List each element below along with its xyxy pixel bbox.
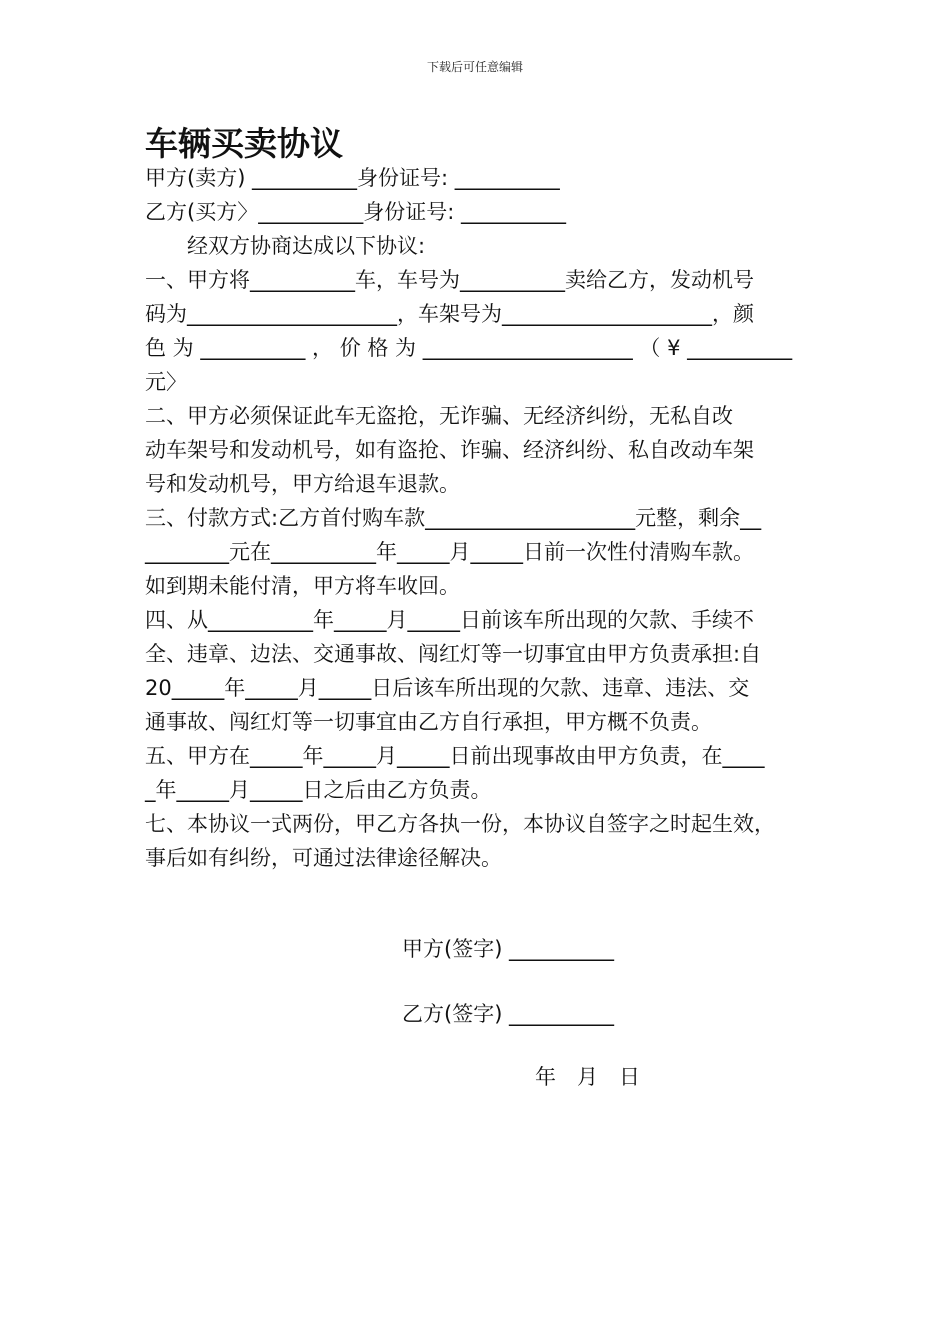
- clause-3-line-2: ________元在__________年_____月_____日前一次性付清购车款。: [145, 540, 754, 564]
- clause-3-line-3: 如到期未能付清，甲方将车收回。: [145, 574, 460, 598]
- clause-2-line-3: 号和发动机号，甲方给退车退款。: [145, 472, 460, 496]
- clause-1-line-1: 一、甲方将__________车，车号为__________卖给乙方，发动机号: [145, 268, 754, 292]
- signature-date: 年 月 日: [535, 1065, 640, 1089]
- header-note: 下载后可任意编辑: [426, 60, 523, 74]
- clause-4-line-1: 四、从__________年_____月_____日前该车所出现的欠款、手续不: [145, 608, 754, 632]
- clause-4-line-2: 全、违章、边法、交通事故、闯红灯等一切事宜由甲方负责承担:自: [145, 642, 762, 666]
- party-a-line: 甲方(卖方) __________身份证号: __________: [145, 166, 560, 190]
- party-a-signature: 甲方(签字) __________: [402, 937, 615, 961]
- party-b-line: 乙方(买方〉__________身份证号: __________: [145, 200, 566, 224]
- clause-2-line-1: 二、甲方必须保证此车无盗抢，无诈骗、无经济纠纷，无私自改: [145, 404, 733, 428]
- clause-3-line-1: 三、付款方式:乙方首付购车款____________________元整，剩余__: [145, 506, 762, 530]
- clause-1-line-2: 码为____________________，车架号为____________________，颜: [145, 302, 754, 326]
- clause-4-line-4: 通事故、闯红灯等一切事宜由乙方自行承担，甲方概不负责。: [145, 710, 712, 734]
- clause-5-line-2: _年_____月_____日之后由乙方负责。: [145, 778, 492, 802]
- clause-4-line-3: 20_____年_____月_____日后该车所出现的欠款、违章、违法、交: [145, 676, 750, 700]
- clause-2-line-2: 动车架号和发动机号，如有盗抢、诈骗、经济纠纷、私自改动车架: [145, 438, 754, 462]
- party-b-signature: 乙方(签字) __________: [402, 1002, 615, 1026]
- clause-7-line-2: 事后如有纠纷，可通过法律途径解决。: [145, 846, 502, 870]
- intro-line: 经双方协商达成以下协议:: [145, 234, 426, 258]
- clause-1-line-4: 元〉: [145, 370, 187, 394]
- clause-5-line-1: 五、甲方在_____年_____月_____日前出现事故由甲方负责，在____: [145, 744, 765, 768]
- document-title: 车辆买卖协议: [145, 124, 343, 163]
- clause-1-line-3: 色 为 __________ ， 价 格 为 ____________________ （ ¥ __________: [145, 336, 793, 360]
- clause-7-line-1: 七、本协议一式两份，甲乙方各执一份，本协议自签字之时起生效，: [145, 812, 775, 836]
